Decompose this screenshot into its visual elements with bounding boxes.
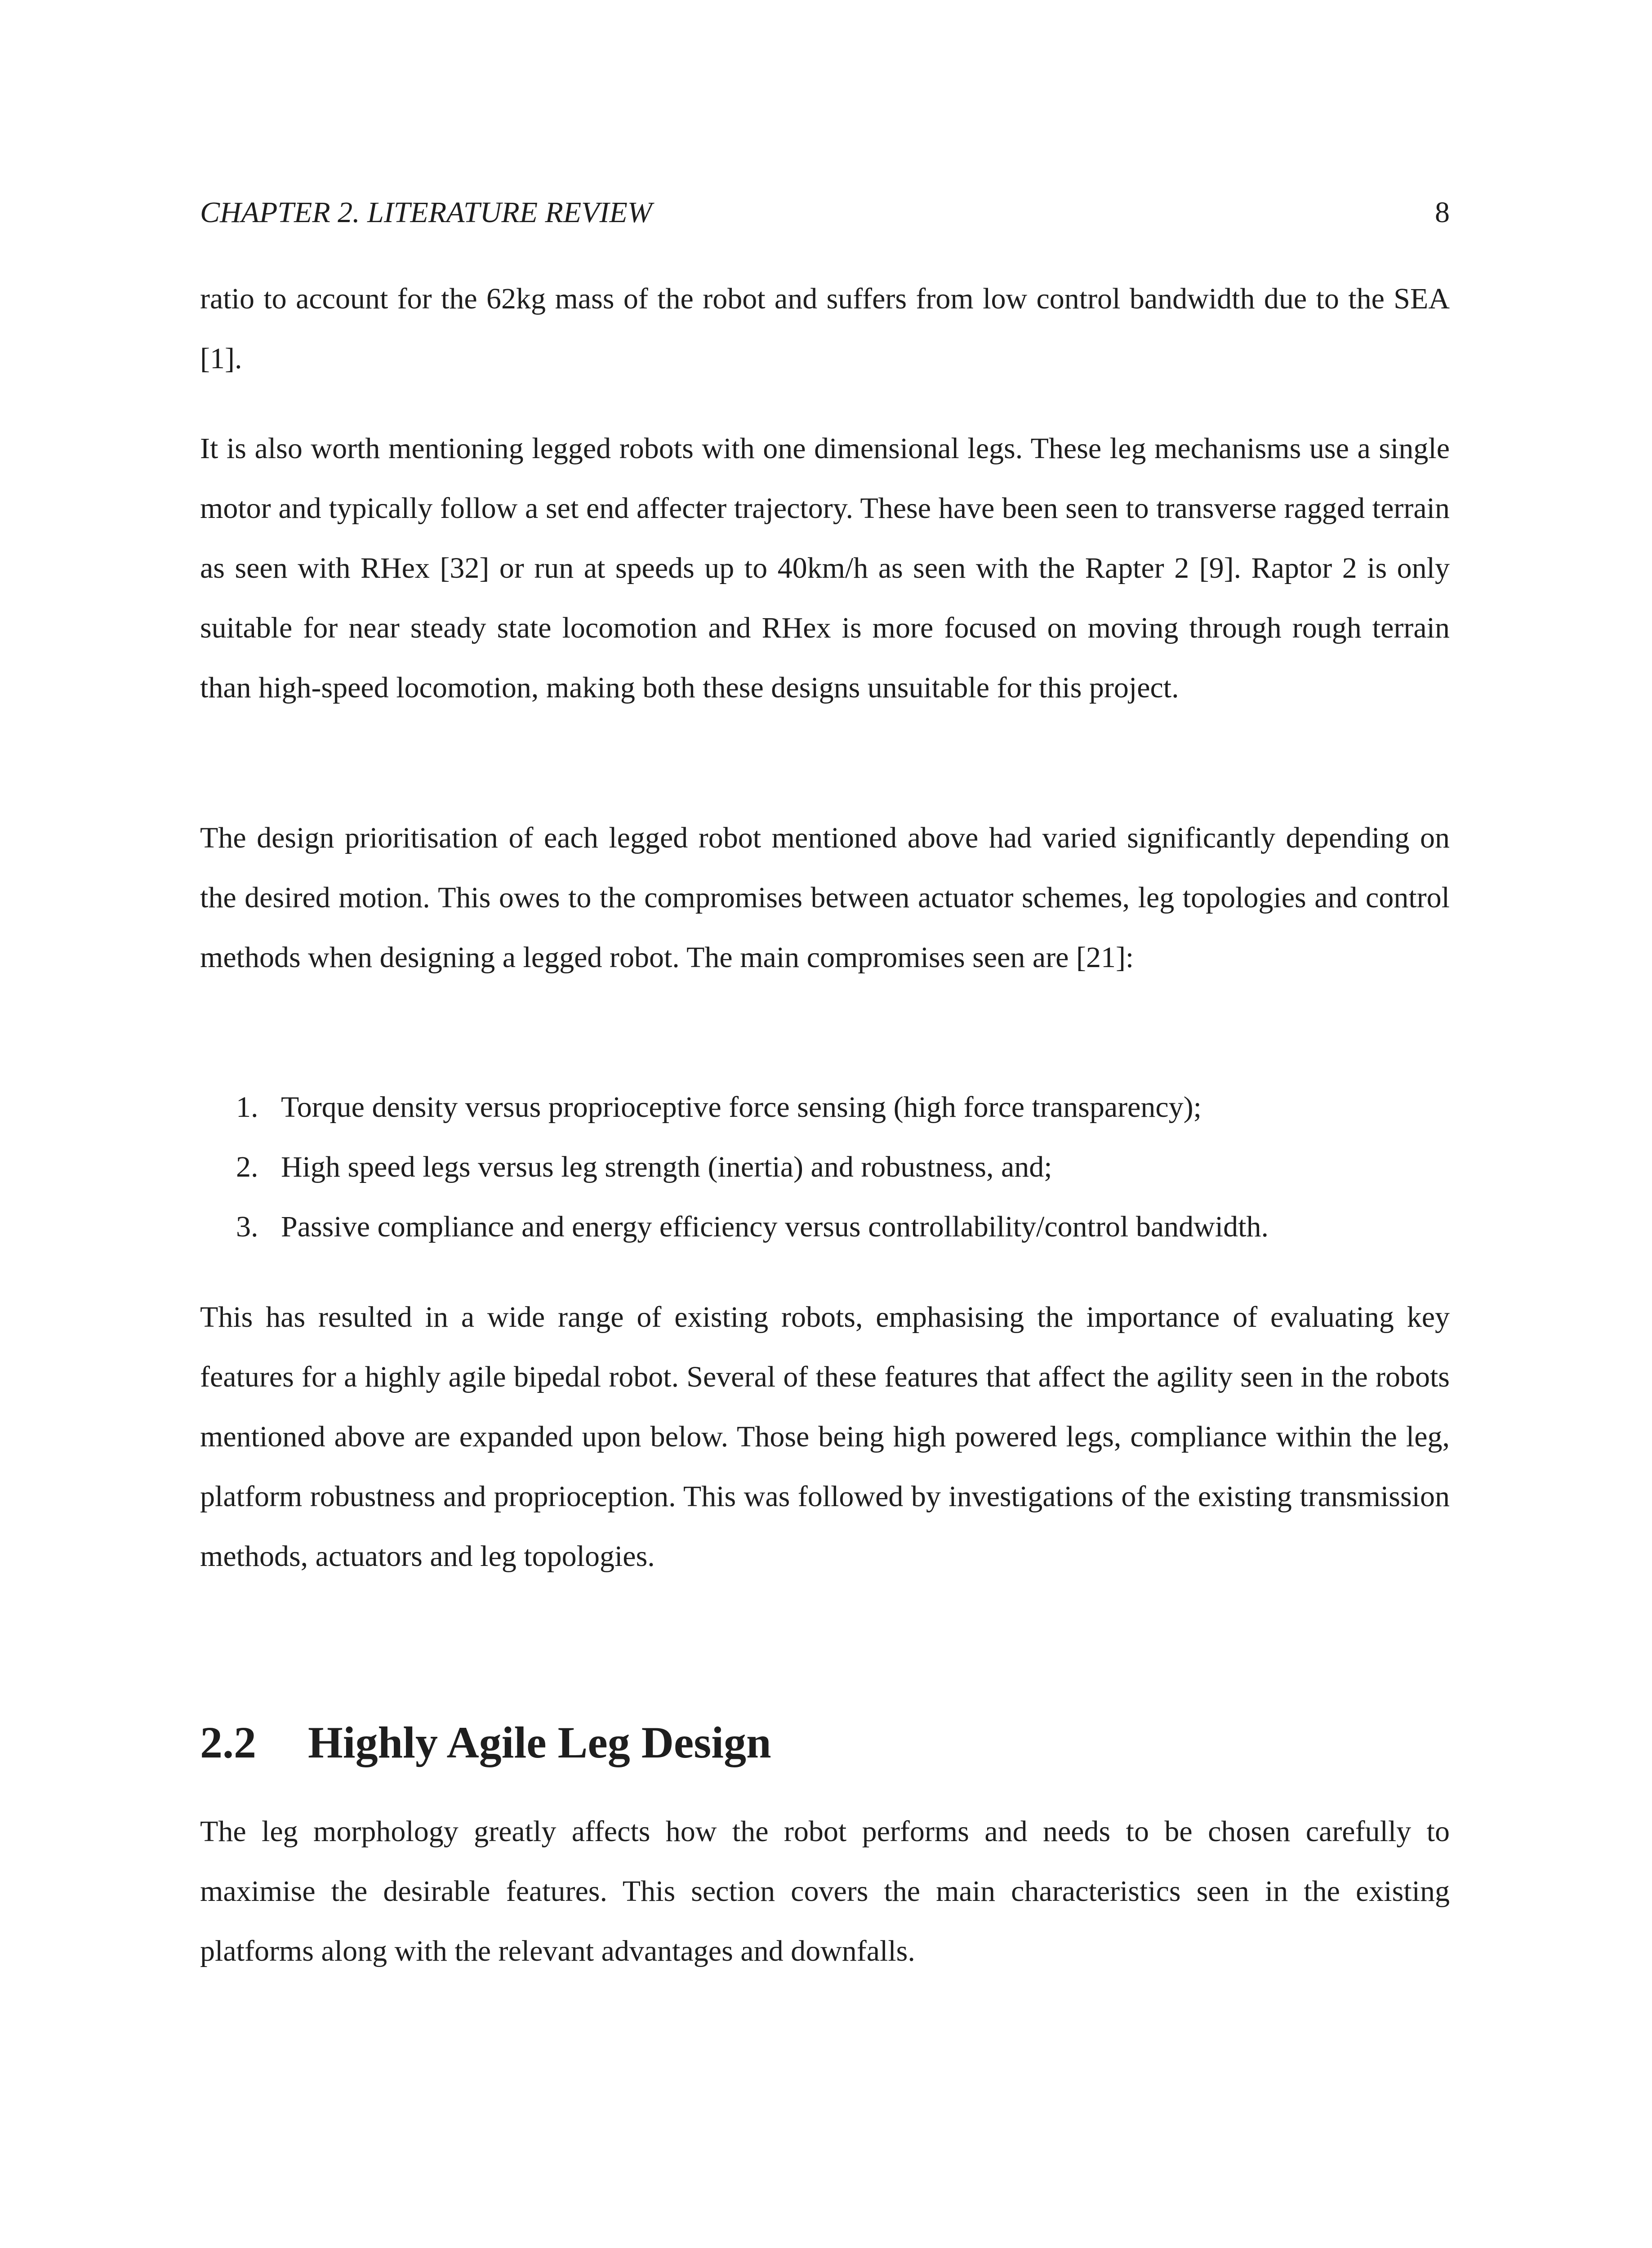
list-item	[200, 1137, 1450, 1197]
chapter-title: CHAPTER 2. LITERATURE REVIEW	[200, 196, 652, 229]
section-heading	[200, 1713, 771, 1772]
compromise-list	[200, 1077, 1450, 1257]
section-number: 2.2	[200, 1717, 256, 1767]
running-header	[200, 192, 1450, 233]
list-item	[200, 1077, 1450, 1137]
paragraph: The leg morphology greatly affects how the robot performs and needs to be chosen carefully to maximise the desirable features. This section covers the main characteristics seen in the existing platforms along with the relevant advantages and downfalls.	[200, 1815, 1450, 1967]
paragraph: ratio to account for the 62kg mass of the robot and suffers from low control bandwidth due to the SEA [1].	[200, 282, 1450, 375]
list-item-number: 2.	[236, 1151, 258, 1183]
list-item	[200, 1197, 1450, 1257]
paragraph: It is also worth mentioning legged robots with one dimensional legs. These leg mechanisms use a single motor and typically follow a set end affecter trajectory. These have been seen to transverse ragged terrain as seen with RHex [32] or run at speeds up to 40km/h as seen with the Rapter 2 [9]. Raptor 2 is only suitable for near steady state locomotion and RHex is more focused on moving through rough terrain than high-speed locomotion, making both these designs unsuitable for this project.	[200, 432, 1450, 704]
list-item-number: 3.	[236, 1210, 258, 1243]
list-item-text: Passive compliance and energy efficiency versus controllability/control bandwidth.	[281, 1210, 1269, 1243]
page-number: 8	[1435, 196, 1450, 229]
list-item-text: Torque density versus proprioceptive force sensing (high force transparency);	[281, 1091, 1202, 1124]
list-item-text: High speed legs versus leg strength (inertia) and robustness, and;	[281, 1151, 1052, 1183]
section-title: Highly Agile Leg Design	[308, 1717, 771, 1767]
paragraph: This has resulted in a wide range of existing robots, emphasising the importance of evaluating key features for a highly agile bipedal robot. Several of these features that affect the agility seen in the robots mentioned above are expanded upon below. Those being high powered legs, compliance within the leg, platform robustness and proprioception. This was followed by investigations of the existing transmission methods, actuators and leg topologies.	[200, 1301, 1450, 1573]
paragraph: The design prioritisation of each legged robot mentioned above had varied significantly depending on the desired motion. This owes to the compromises between actuator schemes, leg topologies and control methods when designing a legged robot. The main compromises seen are [21]:	[200, 821, 1450, 974]
list-item-number: 1.	[236, 1091, 258, 1124]
